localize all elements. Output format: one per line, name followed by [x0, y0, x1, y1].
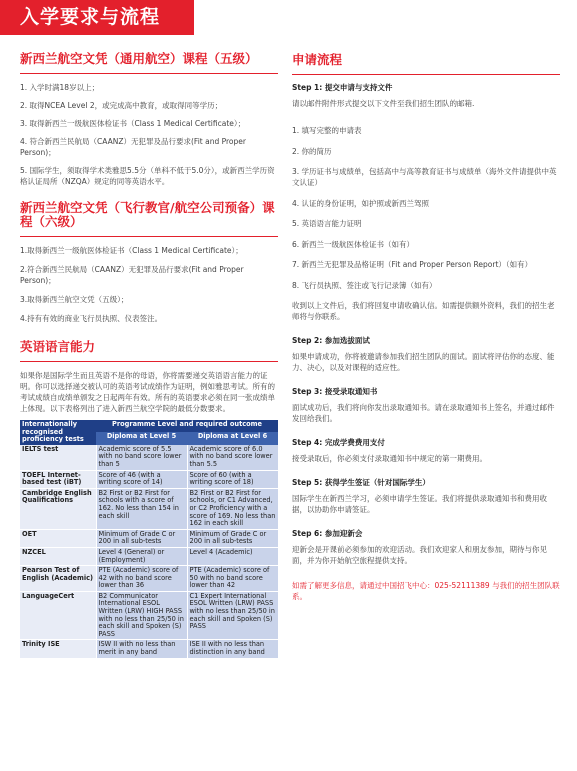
application-documents-list [292, 125, 560, 291]
table-cell-test: LanguageCert [20, 591, 96, 640]
section-title-diploma-level5: 新西兰航空文凭（通用航空）课程（五级） [20, 51, 258, 66]
step-text: 迎新会是开课前必须参加的欢迎活动。我们欢迎家人和朋友参加，期待与你见面，并为你开始航空旅程提供支持。 [292, 545, 547, 565]
table-cell-test: Trinity ISE [20, 640, 96, 658]
list-item: 8. 飞行员执照、签注或飞行记录簿（如有） [292, 280, 437, 290]
list-item: 2. 你的简历 [292, 146, 332, 156]
table-cell-level6: C1 Expert International ESOL Written (LRW) PASS with no less than 25/50 in each skill and Spoken (S) PASS [187, 591, 278, 640]
table-cell-level6: Score of 60 (with a writing score of 18) [187, 470, 278, 488]
table-cell-level5: Academic score of 5.5 with no band score lower than 5 [96, 445, 187, 470]
left-column [20, 52, 278, 659]
list-item: 1.取得新西兰一级航医体检证书（Class 1 Medical Certificate）； [20, 246, 243, 255]
step-heading: Step 4: 完成学费费用支付 [292, 438, 385, 447]
list-item: 3.取得新西兰航空文凭（五级）； [20, 295, 129, 304]
section-divider [20, 361, 278, 362]
step-heading: Step 5: 获得学生签证（针对国际学生） [292, 478, 430, 487]
contact-note: 如需了解更多信息，请通过中国招飞中心：025-52111389 与我们的招生团队联系。 [292, 581, 560, 601]
table-header-level5: Diploma at Level 5 [96, 432, 187, 444]
list-item: 3. 取得新西兰一级航医体检证书（Class 1 Medical Certificate）； [20, 119, 246, 128]
table-cell-level6: Level 4 (Academic) [187, 547, 278, 565]
table-row [20, 547, 278, 565]
section-title-application: 申请流程 [292, 52, 343, 67]
table-row [20, 445, 278, 470]
step-heading: Step 1: 提交申请与支持文件 [292, 83, 393, 92]
right-column [292, 52, 560, 602]
english-requirements-table [20, 420, 278, 659]
table-cell-test: OET [20, 529, 96, 547]
table-cell-level5: Minimum of Grade C or 200 in all sub-tests [96, 529, 187, 547]
table-header-programme: Programme Level and required outcome [96, 420, 278, 432]
list-item: 4.持有有效的商业飞行员执照、仪表签注。 [20, 314, 163, 323]
section-divider [292, 74, 560, 75]
step-heading: Step 3: 接受录取通知书 [292, 387, 378, 396]
list-item: 1. 入学时满18岁以上； [20, 83, 100, 92]
section-title-diploma-level6: 新西兰航空文凭（飞行教官/航空公司预备）课程（六级） [20, 200, 275, 229]
step-text: 面试成功后，我们将向你发出录取通知书。请在录取通知书上签名，并通过邮件发回给我们。 [292, 403, 555, 423]
table-cell-level5: B2 Communicator International ESOL Written (LRW) HIGH PASS with no less than 25/50 in each skill and Spoken (S) PASS [96, 591, 187, 640]
table-cell-test: Cambridge English Qualifications [20, 488, 96, 529]
table-row [20, 470, 278, 488]
list-item: 7. 新西兰无犯罪及品格证明（Fit and Proper Person Report）（如有） [292, 260, 533, 269]
page-banner [0, 0, 194, 35]
step-text: 收到以上文件后，我们将回复申请收确认信。如需提供额外资料，我们的招生老师将与你联系。 [292, 301, 555, 321]
table-row [20, 640, 278, 658]
list-item: 5. 英语语言能力证明 [292, 219, 362, 228]
table-row [20, 488, 278, 529]
table-row [20, 591, 278, 640]
table-cell-level5: Score of 46 (with a writing score of 14) [96, 470, 187, 488]
table-header-tests: Internationally recognised proficiency tests [20, 420, 96, 445]
requirements-list-level5 [20, 82, 278, 187]
table-cell-test: Pearson Test of English (Academic) [20, 566, 96, 592]
table-cell-level5: B2 First or B2 First for schools with a score of 162. No less than 154 in each skill [96, 488, 187, 529]
list-item: 3. 学历证书与成绩单，包括高中与高等教育证书与成绩单（海外文件请提供中英文认证） [292, 167, 557, 187]
table-cell-level6: B2 First or B2 First for schools, or C1 Advanced, or C2 Proficiency with a score of 169. No less than 162 in each skill [187, 488, 278, 529]
table-header-level6: Diploma at Level 6 [187, 432, 278, 444]
table-cell-level5: PTE (Academic) score of 42 with no band score lower than 36 [96, 566, 187, 592]
table-cell-level5: Level 4 (General) or (Employment) [96, 547, 187, 565]
step-text: 接受录取后，你必须支付录取通知书中规定的第一期费用。 [292, 454, 487, 463]
step-text: 请以邮件附件形式提交以下文件至我们招生团队的邮箱. [292, 99, 475, 108]
table-cell-level6: PTE (Academic) score of 50 with no band score lower than 42 [187, 566, 278, 592]
step-heading: Step 2: 参加选拔面试 [292, 336, 370, 345]
table-cell-level5: ISW II with no less than merit in any band [96, 640, 187, 658]
table-row [20, 529, 278, 547]
list-item: 2.符合新西兰民航局（CAANZ）无犯罪及品行要求(Fit and Proper Person)； [20, 265, 244, 285]
step-text: 如果申请成功，你将被邀请参加我们招生团队的面试。面试将评估你的态度、能力、决心，以及对课程的适应性。 [292, 352, 555, 372]
requirements-list-level6 [20, 245, 278, 324]
list-item: 6. 新西兰一级航医体检证书（如有） [292, 239, 415, 249]
section-divider [20, 236, 278, 237]
list-item: 4. 认证的身份证明，如护照或新西兰驾照 [292, 198, 430, 208]
table-cell-test: TOEFL Internet-based test (iBT) [20, 470, 96, 488]
table-cell-test: IELTS test [20, 445, 96, 470]
table-cell-level6: Minimum of Grade C or 200 in all sub-tests [187, 529, 278, 547]
step-text: 国际学生在新西兰学习，必须申请学生签证。我们将提供录取通知书和费用收据，以协助你申请签证。 [292, 494, 547, 514]
step-heading: Step 6: 参加迎新会 [292, 529, 363, 538]
english-intro: 如果你是国际学生而且英语不是你的母语，你将需要递交英语语言能力的证明。你可以选择递交被认可的英语考试成绩作为证明，例如雅思考试。所有的考试成绩自成绩单颁发之日起两年有效。所有的英语要求必须在同一张成绩单上体现。以下表格列出了进入新西兰航空学院的最低分数要求。 [20, 371, 275, 413]
section-title-english: 英语语言能力 [20, 339, 96, 354]
list-item: 2. 取得NCEA Level 2，或完成高中教育，或取得同等学历； [20, 101, 223, 110]
page-title: 入学要求与流程 [20, 6, 161, 28]
table-cell-level6: Academic score of 6.0 with no band score lower than 5.5 [187, 445, 278, 470]
list-item: 4. 符合新西兰民航局（CAANZ）无犯罪及品行要求(Fit and Proper Person)； [20, 137, 246, 157]
section-divider [20, 73, 278, 74]
list-item: 5. 国际学生，须取得学术类雅思5.5分（单科不低于5.0分），或新西兰学历资格认证局所（NZQA）规定的同等英语水平。 [20, 166, 275, 186]
table-row [20, 566, 278, 592]
table-cell-test: NZCEL [20, 547, 96, 565]
list-item: 1. 填写完整的申请表 [292, 126, 362, 135]
table-cell-level6: ISE II with no less than distinction in any band [187, 640, 278, 658]
